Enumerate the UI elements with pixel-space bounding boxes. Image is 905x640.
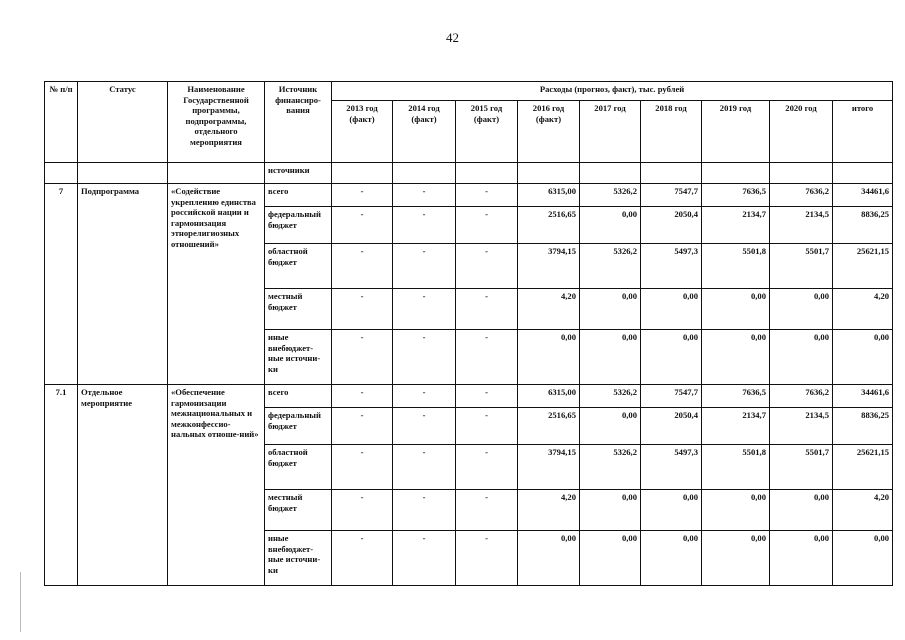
value-cell: - <box>393 244 456 289</box>
value-cell: 7547,7 <box>641 184 702 207</box>
value-cell: 0,00 <box>770 531 833 586</box>
value-cell: 7636,2 <box>770 184 833 207</box>
header-row-1 <box>45 82 893 101</box>
value-cell: 0,00 <box>641 330 702 385</box>
value-cell: - <box>332 385 393 408</box>
value-cell: - <box>332 445 393 490</box>
value-cell: 7547,7 <box>641 385 702 408</box>
value-cell: 0,00 <box>580 289 641 330</box>
row-source: федеральный бюджет <box>265 408 332 445</box>
value-cell: - <box>456 289 518 330</box>
value-cell: - <box>456 490 518 531</box>
value-cell: 5497,3 <box>641 445 702 490</box>
value-cell: - <box>456 408 518 445</box>
sources-row <box>45 163 893 184</box>
value-cell: - <box>393 184 456 207</box>
value-cell: 34461,6 <box>833 184 893 207</box>
value-cell: 0,00 <box>580 207 641 244</box>
value-cell: - <box>456 445 518 490</box>
value-cell: 0,00 <box>702 490 770 531</box>
value-cell: - <box>456 244 518 289</box>
row-source: федеральный бюджет <box>265 207 332 244</box>
value-cell: - <box>456 330 518 385</box>
value-cell: 4,20 <box>833 490 893 531</box>
row-source: областной бюджет <box>265 445 332 490</box>
value-cell: - <box>332 330 393 385</box>
value-cell: - <box>393 445 456 490</box>
header-year: 2013 год (факт) <box>332 101 393 163</box>
row-source: иные внебюджет-ные источни-ки <box>265 330 332 385</box>
header-expenses: Расходы (прогноз, факт), тыс. рублей <box>332 82 893 101</box>
row-name: «Содействие укреплению единства российской нации и гармонизация этнорелигиозных отношений» <box>168 184 265 385</box>
value-cell: 0,00 <box>770 289 833 330</box>
value-cell: - <box>332 244 393 289</box>
value-cell: - <box>393 330 456 385</box>
value-cell: 5326,2 <box>580 385 641 408</box>
table-row <box>45 385 893 408</box>
value-cell: 0,00 <box>770 330 833 385</box>
value-cell: 4,20 <box>518 289 580 330</box>
value-cell: 0,00 <box>702 330 770 385</box>
row-source: местный бюджет <box>265 490 332 531</box>
value-cell: - <box>332 184 393 207</box>
value-cell: 5326,2 <box>580 244 641 289</box>
value-cell: 2134,5 <box>770 207 833 244</box>
value-cell: 4,20 <box>833 289 893 330</box>
value-cell: 2134,7 <box>702 207 770 244</box>
value-cell: 2516,65 <box>518 207 580 244</box>
value-cell: 5497,3 <box>641 244 702 289</box>
header-num: № п/п <box>45 82 78 163</box>
header-year: 2018 год <box>641 101 702 163</box>
value-cell: 4,20 <box>518 490 580 531</box>
value-cell: 0,00 <box>641 490 702 531</box>
value-cell: - <box>456 207 518 244</box>
value-cell: - <box>456 531 518 586</box>
value-cell: 0,00 <box>580 531 641 586</box>
table-row <box>45 184 893 207</box>
row-source: иные внебюджет-ные источни-ки <box>265 531 332 586</box>
value-cell: 2134,5 <box>770 408 833 445</box>
value-cell: - <box>393 289 456 330</box>
value-cell: - <box>393 408 456 445</box>
sources-label: источники <box>265 163 332 184</box>
header-year: 2020 год <box>770 101 833 163</box>
value-cell: - <box>332 207 393 244</box>
value-cell: - <box>393 385 456 408</box>
header-year: 2015 год (факт) <box>456 101 518 163</box>
row-name: «Обеспечение гармонизации межнациональных и межконфессио-нальных отноше-ний» <box>168 385 265 586</box>
row-source: всего <box>265 385 332 408</box>
value-cell: 25621,15 <box>833 445 893 490</box>
header-year: итого <box>833 101 893 163</box>
header-year: 2014 год (факт) <box>393 101 456 163</box>
value-cell: 0,00 <box>641 289 702 330</box>
value-cell: 5326,2 <box>580 184 641 207</box>
value-cell: 0,00 <box>518 531 580 586</box>
row-status: Отдельное мероприятие <box>78 385 168 586</box>
row-source: местный бюджет <box>265 289 332 330</box>
margin-rule <box>20 572 21 632</box>
value-cell: - <box>456 385 518 408</box>
value-cell: 34461,6 <box>833 385 893 408</box>
value-cell: 0,00 <box>580 330 641 385</box>
value-cell: 2516,65 <box>518 408 580 445</box>
row-status: Подпрограмма <box>78 184 168 385</box>
row-source: всего <box>265 184 332 207</box>
value-cell: 0,00 <box>833 330 893 385</box>
value-cell: - <box>332 408 393 445</box>
value-cell: 8836,25 <box>833 408 893 445</box>
value-cell: 8836,25 <box>833 207 893 244</box>
header-status: Статус <box>78 82 168 163</box>
value-cell: 3794,15 <box>518 244 580 289</box>
value-cell: 5501,7 <box>770 445 833 490</box>
value-cell: - <box>393 490 456 531</box>
value-cell: 0,00 <box>702 289 770 330</box>
value-cell: 0,00 <box>518 330 580 385</box>
value-cell: 0,00 <box>833 531 893 586</box>
value-cell: 25621,15 <box>833 244 893 289</box>
header-year: 2016 год (факт) <box>518 101 580 163</box>
value-cell: 2050,4 <box>641 408 702 445</box>
value-cell: - <box>393 207 456 244</box>
page-number: 42 <box>446 30 459 45</box>
value-cell: 5501,7 <box>770 244 833 289</box>
value-cell: 5501,8 <box>702 445 770 490</box>
value-cell: 7636,2 <box>770 385 833 408</box>
value-cell: 0,00 <box>702 531 770 586</box>
value-cell: - <box>332 490 393 531</box>
value-cell: 0,00 <box>580 490 641 531</box>
value-cell: 7636,5 <box>702 184 770 207</box>
header-year: 2019 год <box>702 101 770 163</box>
budget-table <box>44 81 893 586</box>
row-source: областной бюджет <box>265 244 332 289</box>
value-cell: - <box>332 289 393 330</box>
header-source: Источник финансиро-вания <box>265 82 332 163</box>
value-cell: 2134,7 <box>702 408 770 445</box>
header-year: 2017 год <box>580 101 641 163</box>
value-cell: 7636,5 <box>702 385 770 408</box>
value-cell: 2050,4 <box>641 207 702 244</box>
row-num: 7.1 <box>45 385 78 586</box>
value-cell: 0,00 <box>580 408 641 445</box>
value-cell: 0,00 <box>641 531 702 586</box>
header-name: Наименование Государственной программы, подпрограммы, отдельного мероприятия <box>168 82 265 163</box>
value-cell: 5501,8 <box>702 244 770 289</box>
value-cell: 5326,2 <box>580 445 641 490</box>
value-cell: 6315,00 <box>518 184 580 207</box>
row-num: 7 <box>45 184 78 385</box>
value-cell: - <box>456 184 518 207</box>
value-cell: 0,00 <box>770 490 833 531</box>
value-cell: 3794,15 <box>518 445 580 490</box>
value-cell: - <box>332 531 393 586</box>
value-cell: - <box>393 531 456 586</box>
value-cell: 6315,00 <box>518 385 580 408</box>
